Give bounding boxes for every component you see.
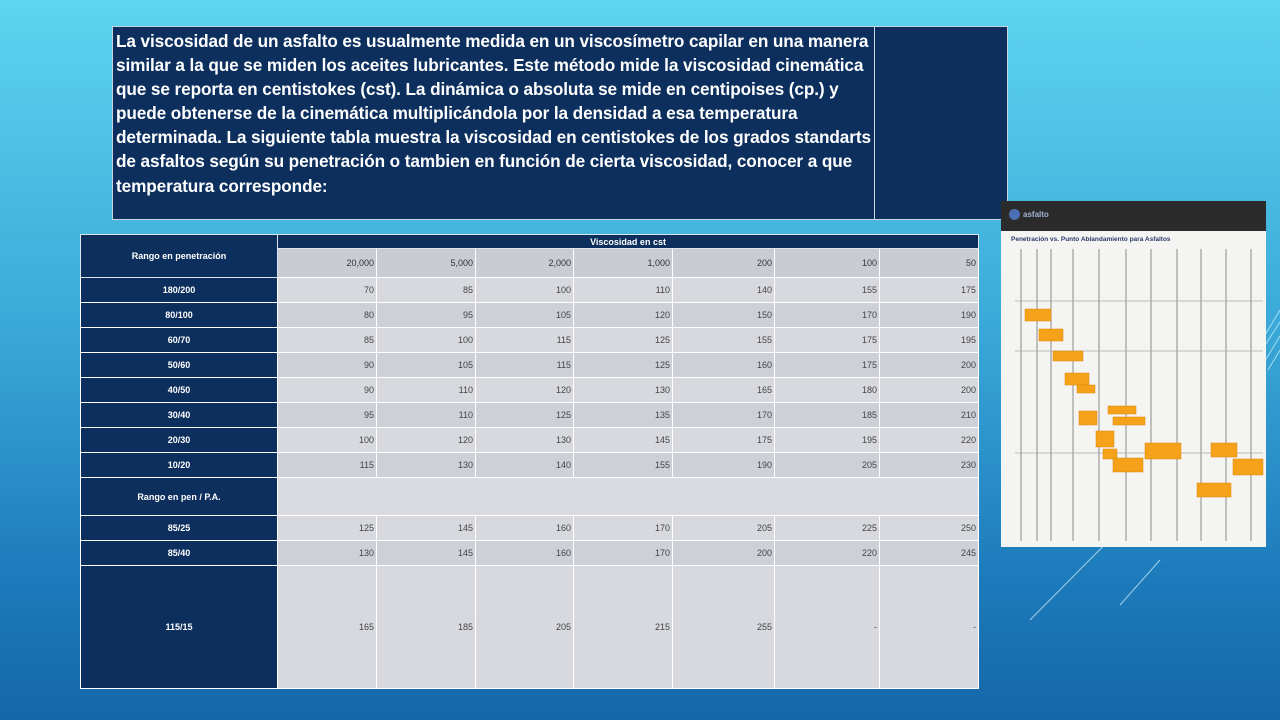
table-cell: 130 — [574, 378, 673, 403]
table-row — [81, 403, 979, 428]
description-text: La viscosidad de un asfalto es usualmente medida en un viscosímetro capilar en una manera similar a la que se miden los aceites lubricantes. Este método mide la viscosidad cinemática que se reporta en centistokes (cst). La dinámica o absoluta se mide en centipoises (cp.) y puede obtenerse de la cinemática multiplicándola por la densidad a esa temperatura determinada. La siguiente tabla muestra la viscosidad en centistokes de los grados standarts de asfaltos según su penetración o tambien en función de cierta viscosidad, conocer a que temperatura corresponde: — [113, 27, 875, 219]
table-cell: 135 — [574, 403, 673, 428]
table-row — [81, 303, 979, 328]
table-row — [81, 453, 979, 478]
chart-logo-text: asfalto — [1023, 210, 1049, 219]
table-cell: 110 — [574, 278, 673, 303]
table-cell: 100 — [278, 428, 377, 453]
viscosity-value: 50 — [880, 249, 979, 278]
table-cell: 150 — [673, 303, 775, 328]
viscosity-value: 5,000 — [377, 249, 476, 278]
table-row — [81, 516, 979, 541]
table-row — [81, 328, 979, 353]
table-row — [81, 566, 979, 689]
viscosity-table — [80, 234, 979, 689]
table-cell: 210 — [880, 403, 979, 428]
table-cell: 115 — [476, 353, 574, 378]
table-cell: 90 — [278, 378, 377, 403]
table-cell: - — [880, 566, 979, 689]
row-label: 50/60 — [81, 353, 278, 378]
table-cell: 90 — [278, 353, 377, 378]
table-cell: 170 — [673, 403, 775, 428]
table-cell: 220 — [775, 541, 880, 566]
table-cell: 110 — [377, 403, 476, 428]
table-cell: 110 — [377, 378, 476, 403]
section-blank — [278, 478, 979, 516]
table-cell: 175 — [880, 278, 979, 303]
table-cell: 130 — [377, 453, 476, 478]
table-cell: 100 — [377, 328, 476, 353]
table-cell: 220 — [880, 428, 979, 453]
viscosity-value: 100 — [775, 249, 880, 278]
table-cell: 185 — [775, 403, 880, 428]
chart-plot — [1001, 201, 1266, 547]
row-label: 10/20 — [81, 453, 278, 478]
viscosity-header: Viscosidad en cst — [278, 235, 979, 249]
table-cell: 170 — [574, 516, 673, 541]
description-box — [112, 26, 1008, 220]
table-cell: 145 — [377, 516, 476, 541]
table-row — [81, 428, 979, 453]
table-row — [81, 378, 979, 403]
table-cell: 120 — [574, 303, 673, 328]
table-cell: 145 — [574, 428, 673, 453]
table-cell: 130 — [476, 428, 574, 453]
table-cell: 105 — [377, 353, 476, 378]
table-cell: 160 — [476, 516, 574, 541]
table-cell: 80 — [278, 303, 377, 328]
range-header: Rango en penetración — [81, 235, 278, 278]
table-cell: 125 — [476, 403, 574, 428]
table-cell: 190 — [673, 453, 775, 478]
row-label: 85/40 — [81, 541, 278, 566]
table-cell: 120 — [377, 428, 476, 453]
table-cell: 120 — [476, 378, 574, 403]
row-label: 40/50 — [81, 378, 278, 403]
table-row — [81, 353, 979, 378]
table-cell: 125 — [278, 516, 377, 541]
row-label: 60/70 — [81, 328, 278, 353]
table-cell: 165 — [278, 566, 377, 689]
table-cell: 115 — [476, 328, 574, 353]
table-cell: 85 — [377, 278, 476, 303]
row-label: 80/100 — [81, 303, 278, 328]
table-cell: 200 — [673, 541, 775, 566]
table-row — [81, 278, 979, 303]
table-cell: 155 — [574, 453, 673, 478]
row-label: 115/15 — [81, 566, 278, 689]
table-cell: 100 — [476, 278, 574, 303]
table-cell: 140 — [476, 453, 574, 478]
table-cell: 200 — [880, 353, 979, 378]
row-label: 20/30 — [81, 428, 278, 453]
table-cell: 160 — [673, 353, 775, 378]
table-cell: 70 — [278, 278, 377, 303]
chart-title: Penetración vs. Punto Ablandamiento para Asfaltos — [1011, 236, 1171, 243]
table-cell: 95 — [377, 303, 476, 328]
table-cell: 230 — [880, 453, 979, 478]
row-label: 180/200 — [81, 278, 278, 303]
table-cell: 105 — [476, 303, 574, 328]
table-cell: 195 — [880, 328, 979, 353]
table-cell: 170 — [775, 303, 880, 328]
table-cell: 175 — [775, 353, 880, 378]
table-cell: 140 — [673, 278, 775, 303]
table-cell: 175 — [673, 428, 775, 453]
table-cell: 95 — [278, 403, 377, 428]
table-cell: 155 — [673, 328, 775, 353]
table-cell: 145 — [377, 541, 476, 566]
table-cell: 255 — [673, 566, 775, 689]
table-cell: 155 — [775, 278, 880, 303]
table-cell: 85 — [278, 328, 377, 353]
table-cell: 170 — [574, 541, 673, 566]
table-cell: 130 — [278, 541, 377, 566]
penetration-chart-image — [1001, 201, 1266, 547]
table-cell: 125 — [574, 328, 673, 353]
viscosity-value: 2,000 — [476, 249, 574, 278]
table-cell: 215 — [574, 566, 673, 689]
viscosity-value: 20,000 — [278, 249, 377, 278]
section-label: Rango en pen / P.A. — [81, 478, 278, 516]
row-label: 30/40 — [81, 403, 278, 428]
viscosity-value: 1,000 — [574, 249, 673, 278]
table-cell: 190 — [880, 303, 979, 328]
table-cell: 200 — [880, 378, 979, 403]
table-cell: 205 — [476, 566, 574, 689]
table-cell: 250 — [880, 516, 979, 541]
table-cell: 205 — [673, 516, 775, 541]
table-cell: 125 — [574, 353, 673, 378]
description-side-cell — [875, 27, 1007, 219]
table-cell: 175 — [775, 328, 880, 353]
table-cell: - — [775, 566, 880, 689]
table-cell: 185 — [377, 566, 476, 689]
table-cell: 205 — [775, 453, 880, 478]
table-cell: 165 — [673, 378, 775, 403]
viscosity-value: 200 — [673, 249, 775, 278]
table-cell: 245 — [880, 541, 979, 566]
table-cell: 160 — [476, 541, 574, 566]
table-cell: 180 — [775, 378, 880, 403]
table-cell: 225 — [775, 516, 880, 541]
row-label: 85/25 — [81, 516, 278, 541]
table-cell: 195 — [775, 428, 880, 453]
table-cell: 115 — [278, 453, 377, 478]
table-row — [81, 541, 979, 566]
